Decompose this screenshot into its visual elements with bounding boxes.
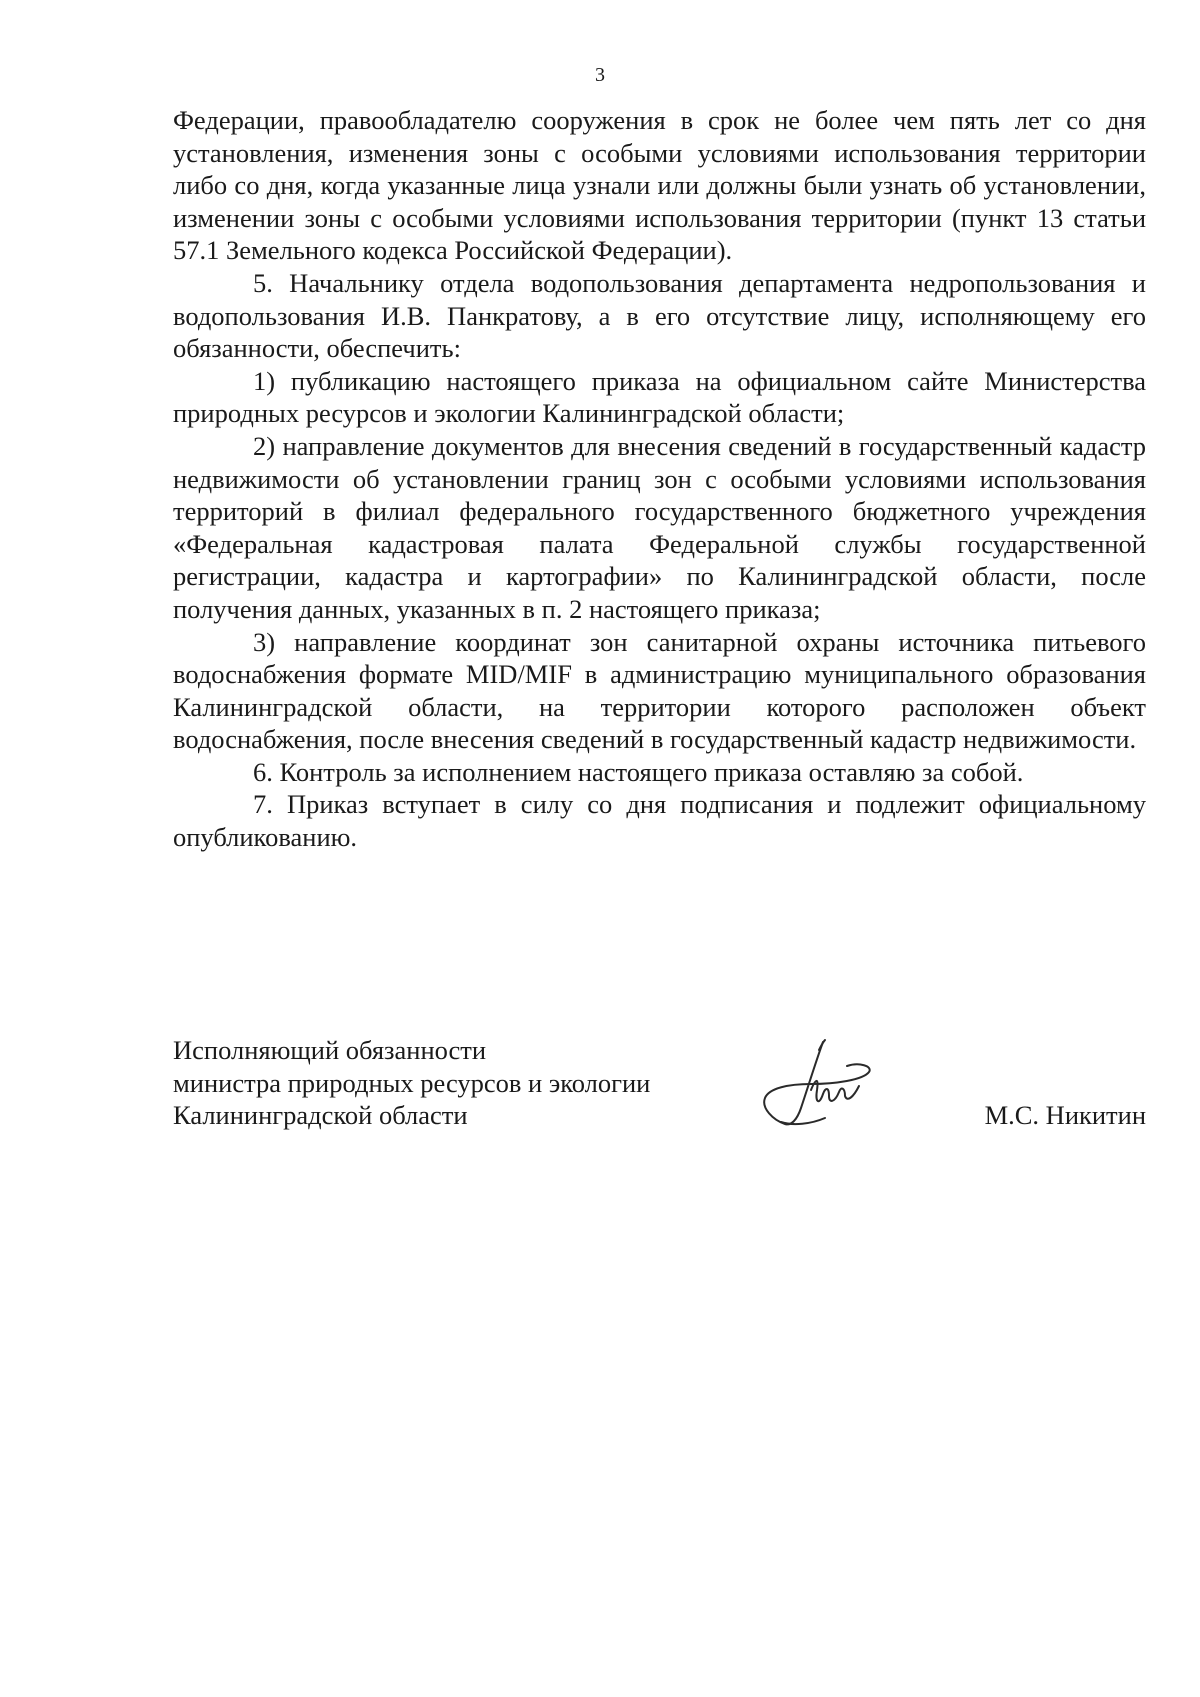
paragraph-subitem-2: 2) направление документов для внесения сведений в государственный кадастр недвижимости об установлении границ зон с особыми условиями использования территорий в филиал федерального государственного бюджетного учреждения «Федеральная кадастровая палата Федеральной службы государственной регистрации, кадастра и картографии» по Калининградской области, после получения данных, указанных в п. 2 настоящего приказа; (173, 430, 1146, 624)
page-number: 3 (595, 64, 605, 86)
paragraph-item-5: 5. Начальнику отдела водопользования департамента недропользования и водопользования И.В. Панкратову, а в его отсутствие лицу, исполняющему его обязанности, обеспечить: (173, 267, 1146, 364)
document-body (173, 104, 1146, 854)
paragraph-continuation: Федерации, правообладателю сооружения в срок не более чем пять лет со дня установления, изменения зоны с особыми условиями использования территории либо со дня, когда указанные лица узнали или должны были узнать об установлении, изменении зоны с особыми условиями использования территории (пункт 13 статьи 57.1 Земельного кодекса Российской Федерации). (173, 105, 1146, 266)
signer-title-line: министра природных ресурсов и экологии (173, 1067, 651, 1098)
signer-title (173, 1034, 650, 1132)
signer-name: М.С. Никитин (984, 1100, 1146, 1130)
signer-title-line: Исполняющий обязанности (173, 1035, 487, 1065)
handwritten-signature (751, 1036, 881, 1136)
paragraph-item-6: 6. Контроль за исполнением настоящего приказа оставляю за собой. (253, 756, 1024, 787)
signature-block (173, 1034, 1146, 1144)
paragraph-subitem-1: 1) публикацию настоящего приказа на официальном сайте Министерства природных ресурсов и экологии Калининградской области; (173, 365, 1146, 429)
paragraph-subitem-3: 3) направление координат зон санитарной охраны источника питьевого водоснабжения формате MID/MIF в администрацию муниципального образования Калининградской области, на территории которого расположен объект водоснабжения, после внесения сведений в государственный кадастр недвижимости. (173, 626, 1146, 755)
signer-title-line: Калининградской области (173, 1100, 468, 1131)
paragraph-item-7: 7. Приказ вступает в силу со дня подписания и подлежит официальному опубликованию. (173, 789, 1146, 853)
